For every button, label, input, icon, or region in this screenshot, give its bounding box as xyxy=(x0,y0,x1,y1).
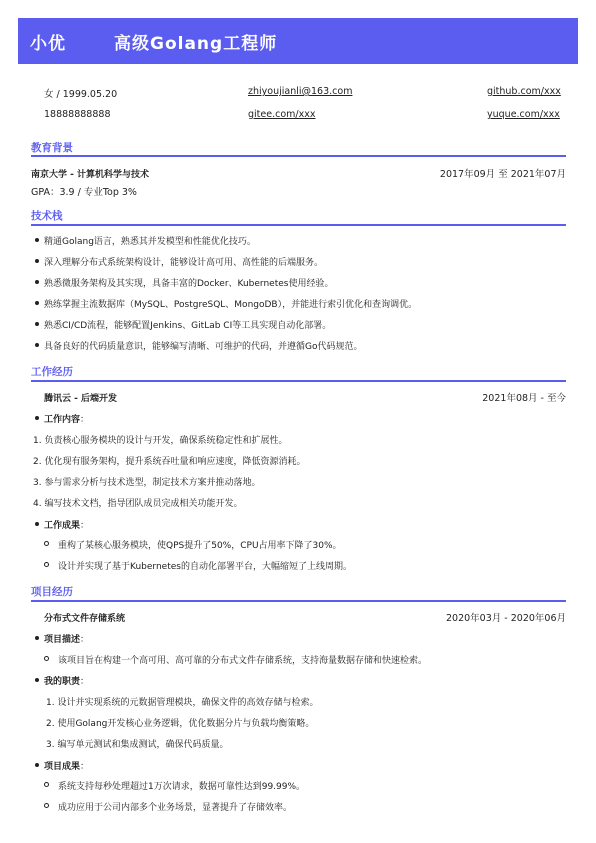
work-content-item: 1. 负责核心服务模块的设计与开发，确保系统稳定性和扩展性。 xyxy=(33,436,288,446)
skill-item: 熟悉CI/CD流程，能够配置Jenkins、GitLab CI等工具实现自动化部署。 xyxy=(44,321,332,331)
hollow-bullet-icon xyxy=(44,541,49,546)
project-period: 2020年03月 - 2020年06月 xyxy=(446,613,566,624)
project-heading: 项目经历 xyxy=(31,586,73,598)
skill-item: 熟悉微服务架构及其实现，具备丰富的Docker、Kubernetes使用经验。 xyxy=(44,279,334,289)
project-desc: 该项目旨在构建一个高可用、高可靠的分布式文件存储系统，支持海量数据存储和快速检索。 xyxy=(58,656,428,666)
bullet-icon xyxy=(35,522,39,526)
work-result-item: 重构了某核心服务模块，使QPS提升了50%，CPU占用率下降了30%。 xyxy=(58,541,342,551)
label-colon: ： xyxy=(80,677,90,687)
hollow-bullet-icon xyxy=(44,782,49,787)
hollow-bullet-icon xyxy=(44,803,49,808)
work-divider xyxy=(31,380,566,382)
work-content-item: 4. 编写技术文档，指导团队成员完成相关功能开发。 xyxy=(33,499,243,509)
phone: 18888888888 xyxy=(44,109,111,120)
work-heading: 工作经历 xyxy=(31,366,73,378)
bullet-icon xyxy=(35,416,39,420)
work-content-label-row xyxy=(44,412,89,425)
hollow-bullet-icon xyxy=(44,562,49,567)
skill-item: 熟练掌握主流数据库（MySQL、PostgreSQL、MongoDB），并能进行索引优化和查询调优。 xyxy=(44,300,418,310)
work-content-item: 3. 参与需求分析与技术选型，制定技术方案并推动落地。 xyxy=(33,478,261,488)
project-name: 分布式文件存储系统 xyxy=(44,614,126,624)
bullet-icon xyxy=(35,280,39,284)
education-period: 2017年09月 至 2021年07月 xyxy=(439,169,566,180)
school-major: 南京大学 - 计算机科学与技术 xyxy=(31,170,150,180)
project-divider xyxy=(31,600,566,602)
work-period: 2021年08月 - 至今 xyxy=(482,393,566,404)
skill-item: 深入理解分布式系统架构设计，能够设计高可用、高性能的后端服务。 xyxy=(44,258,324,268)
project-duty-label-row xyxy=(44,674,89,687)
project-desc-label: 项目描述 xyxy=(44,635,81,645)
email-link[interactable]: zhiyoujianli@163.com xyxy=(248,86,353,97)
project-duty-item: 1. 设计并实现系统的元数据管理模块，确保文件的高效存储与检索。 xyxy=(46,698,319,708)
gitee-link[interactable]: gitee.com/xxx xyxy=(248,109,316,120)
work-content-item: 2. 优化现有服务架构，提升系统吞吐量和响应速度，降低资源消耗。 xyxy=(33,457,306,467)
skill-item: 精通Golang语言，熟悉其并发模型和性能优化技巧。 xyxy=(44,237,256,247)
bullet-icon xyxy=(35,343,39,347)
skills-heading: 技术栈 xyxy=(31,210,63,222)
bullet-icon xyxy=(35,259,39,263)
project-duty-label: 我的职责 xyxy=(44,677,81,687)
project-duty-item: 2. 使用Golang开发核心业务逻辑，优化数据分片与负载均衡策略。 xyxy=(46,719,315,729)
work-result-item: 设计并实现了基于Kubernetes的自动化部署平台，大幅缩短了上线周期。 xyxy=(58,562,352,572)
candidate-name: 小优 xyxy=(30,34,66,54)
bullet-icon xyxy=(35,678,39,682)
project-result-item: 成功应用于公司内部多个业务场景，显著提升了存储效率。 xyxy=(58,803,293,813)
bullet-icon xyxy=(35,636,39,640)
work-results-label: 工作成果 xyxy=(44,521,81,531)
label-colon: ： xyxy=(80,762,90,772)
gpa: GPA：3.9 / 专业Top 3% xyxy=(31,187,137,198)
work-results-label-row xyxy=(44,518,89,531)
job-title: 高级Golang工程师 xyxy=(114,34,278,54)
project-desc-label-row xyxy=(44,632,89,645)
project-result-item: 系统支持每秒处理超过1万次请求，数据可靠性达到99.99%。 xyxy=(58,782,306,792)
label-colon: ： xyxy=(80,415,90,425)
yuque-link[interactable]: yuque.com/xxx xyxy=(487,109,560,120)
skill-item: 具备良好的代码质量意识，能够编写清晰、可维护的代码，并遵循Go代码规范。 xyxy=(44,342,363,352)
label-colon: ： xyxy=(80,635,90,645)
bullet-icon xyxy=(35,763,39,767)
resume-header xyxy=(18,18,578,64)
bullet-icon xyxy=(35,238,39,242)
project-results-label-row xyxy=(44,759,89,772)
skills-divider xyxy=(31,224,566,226)
bullet-icon xyxy=(35,322,39,326)
hollow-bullet-icon xyxy=(44,656,49,661)
education-divider xyxy=(31,155,566,157)
work-company: 腾讯云 - 后端开发 xyxy=(44,394,118,404)
gender-birth: 女 / 1999.05.20 xyxy=(44,89,118,100)
github-link[interactable]: github.com/xxx xyxy=(487,86,561,97)
project-duty-item: 3. 编写单元测试和集成测试，确保代码质量。 xyxy=(46,740,229,750)
bullet-icon xyxy=(35,301,39,305)
project-results-label: 项目成果 xyxy=(44,762,81,772)
education-heading: 教育背景 xyxy=(31,142,73,154)
work-content-label: 工作内容 xyxy=(44,415,81,425)
label-colon: ： xyxy=(80,521,90,531)
